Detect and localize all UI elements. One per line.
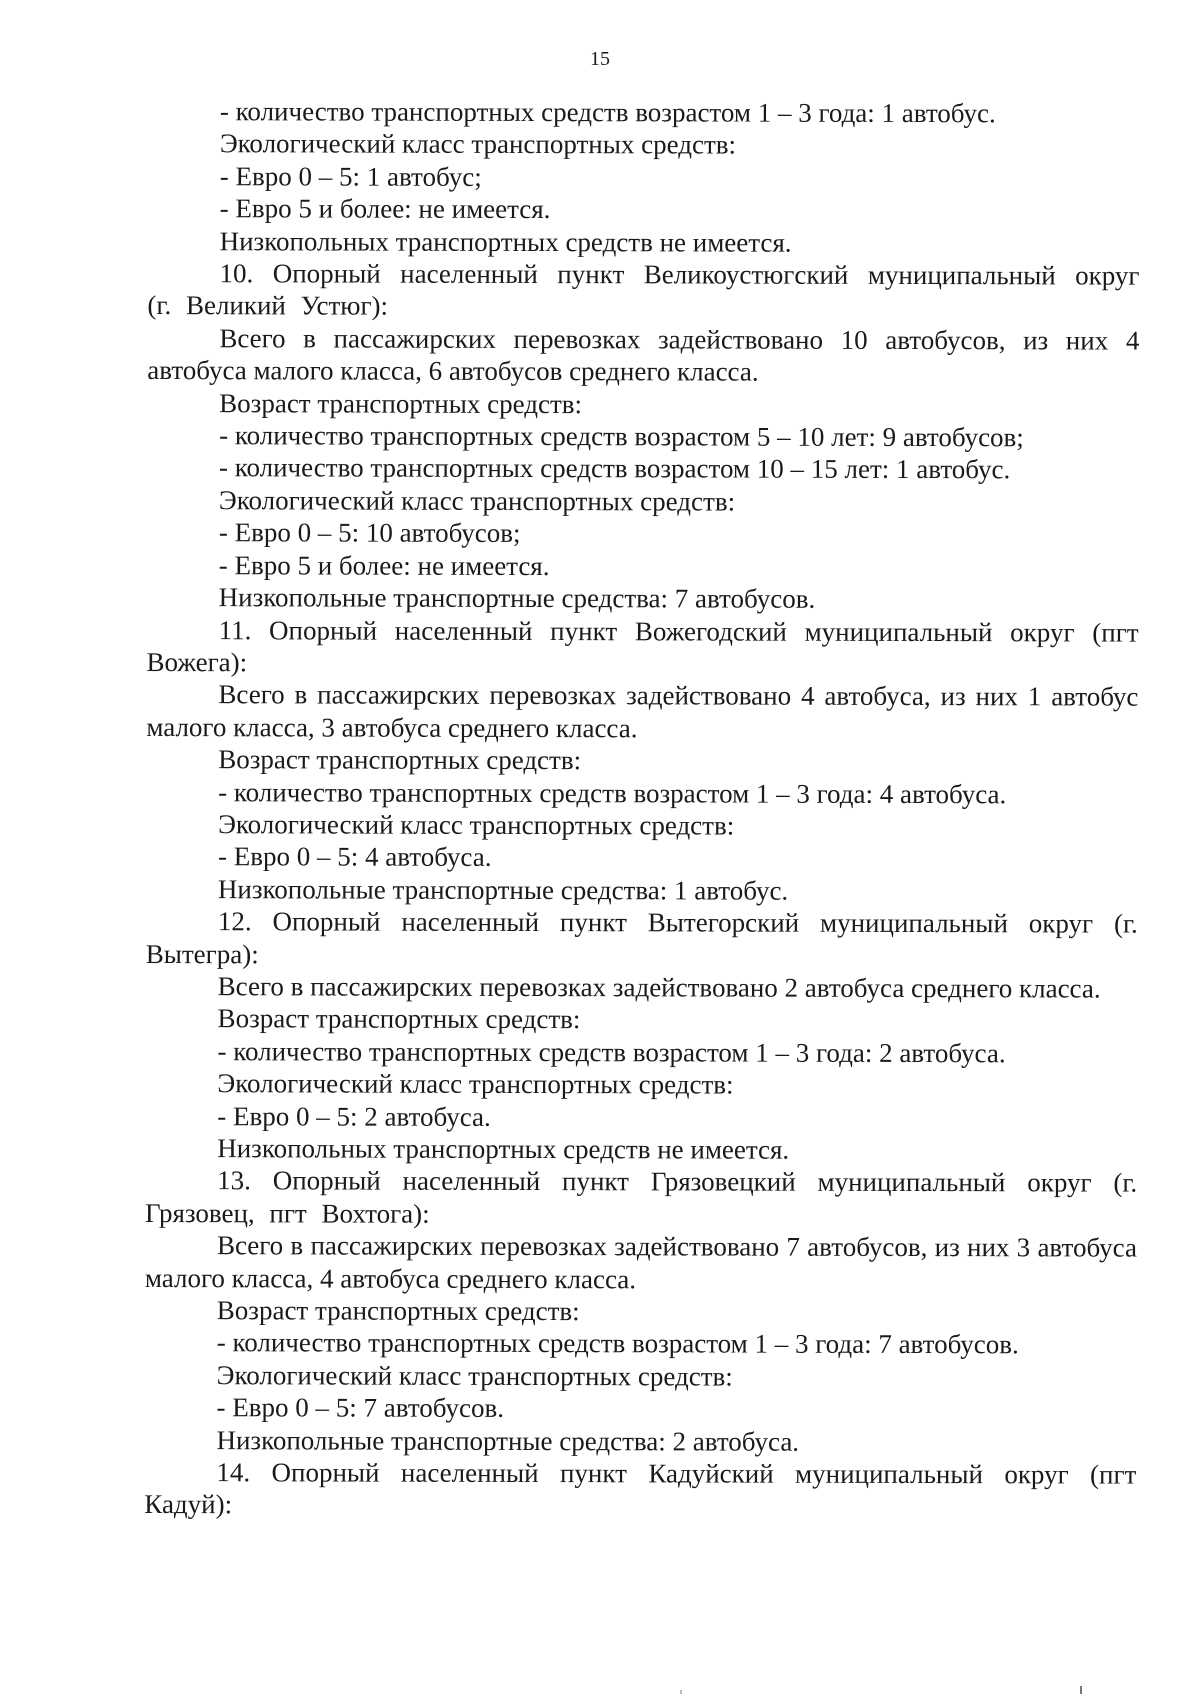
- paragraph: Экологический класс транспортных средств:: [218, 809, 735, 841]
- paragraph: Возраст транспортных средств:: [219, 387, 583, 419]
- paragraph: Всего в пассажирских перевозках задействовано 7 автобусов, из них 3 автобуса малого класса, 4 автобуса среднего класса.: [144, 1230, 1138, 1294]
- paragraph: Всего в пассажирских перевозках задействовано 2 автобуса среднего класса.: [217, 971, 1101, 1004]
- paragraph: - Евро 0 – 5: 4 автобуса.: [217, 841, 492, 873]
- paragraph: Низкопольные транспортные средства: 1 автобус.: [217, 873, 789, 906]
- paragraph: - Евро 0 – 5: 7 автобусов.: [216, 1392, 505, 1424]
- paragraph: Возраст транспортных средств:: [216, 1295, 580, 1327]
- paragraph: Экологический класс транспортных средств:: [218, 485, 736, 517]
- paragraph: - количество транспортных средств возрастом 10 – 15 лет: 1 автобус.: [218, 452, 1011, 485]
- paragraph: Всего в пассажирских перевозках задействовано 10 автобусов, из них 4 автобуса малого класса, 6 автобусов среднего класса.: [147, 323, 1140, 387]
- paragraph: - Евро 5 и более: не имеется.: [219, 193, 551, 225]
- section-heading: 14. Опорный населенный пункт Кадуйский муниципальный округ (пгт Кадуй):: [144, 1457, 1137, 1520]
- paragraph: - количество транспортных средств возрастом 5 – 10 лет: 9 автобусов;: [219, 420, 1024, 453]
- section-heading: 12. Опорный населенный пункт Вытегорский муниципальный округ (г. Вытегра):: [145, 906, 1138, 969]
- paragraph: Всего в пассажирских перевозках задействовано 4 автобуса, из них 1 автобус малого класса, 3 автобуса среднего класса.: [146, 679, 1139, 744]
- paragraph: Экологический класс транспортных средств:: [219, 128, 737, 160]
- document-body: [144, 95, 1140, 1523]
- paragraph: Низкопольных транспортных средств не имеется.: [219, 225, 792, 258]
- paragraph: - Евро 5 и более: не имеется.: [218, 549, 550, 581]
- paragraph: Экологический класс транспортных средств:: [217, 1068, 734, 1100]
- page-number: 15: [590, 48, 610, 70]
- paragraph: Низкопольные транспортные средства: 7 автобусов.: [218, 582, 816, 614]
- paragraph: Возраст транспортных средств:: [218, 744, 582, 776]
- paragraph: - Евро 0 – 5: 2 автобуса.: [217, 1100, 491, 1132]
- section-heading: 11. Опорный населенный пункт Вожегодский муниципальный округ (пгт Вожега):: [146, 614, 1139, 678]
- paragraph: - количество транспортных средств возрастом 1 – 3 года: 1 автобус.: [219, 96, 996, 129]
- paragraph: Низкопольные транспортные средства: 2 автобуса.: [216, 1424, 800, 1457]
- paragraph: - Евро 0 – 5: 1 автобус;: [219, 161, 482, 192]
- paragraph: - количество транспортных средств возрастом 1 – 3 года: 7 автобусов.: [216, 1327, 1019, 1360]
- paragraph: - количество транспортных средств возрастом 1 – 3 года: 2 автобуса.: [217, 1035, 1006, 1069]
- paragraph: - количество транспортных средств возрастом 1 – 3 года: 4 автобуса.: [218, 776, 1007, 809]
- paragraph: Низкопольных транспортных средств не имеется.: [217, 1133, 790, 1165]
- scan-mark: [680, 1690, 682, 1694]
- paragraph: Возраст транспортных средств:: [217, 1003, 581, 1035]
- scan-mark: [1080, 1686, 1082, 1694]
- section-heading: 10. Опорный населенный пункт Великоустюгский муниципальный округ (г. Великий Устюг):: [147, 258, 1140, 322]
- section-heading: 13. Опорный населенный пункт Грязовецкий муниципальный округ (г. Грязовец, пгт Вохтога):: [145, 1165, 1138, 1229]
- paragraph: - Евро 0 – 5: 10 автобусов;: [218, 517, 521, 549]
- paragraph: Экологический класс транспортных средств:: [216, 1360, 733, 1392]
